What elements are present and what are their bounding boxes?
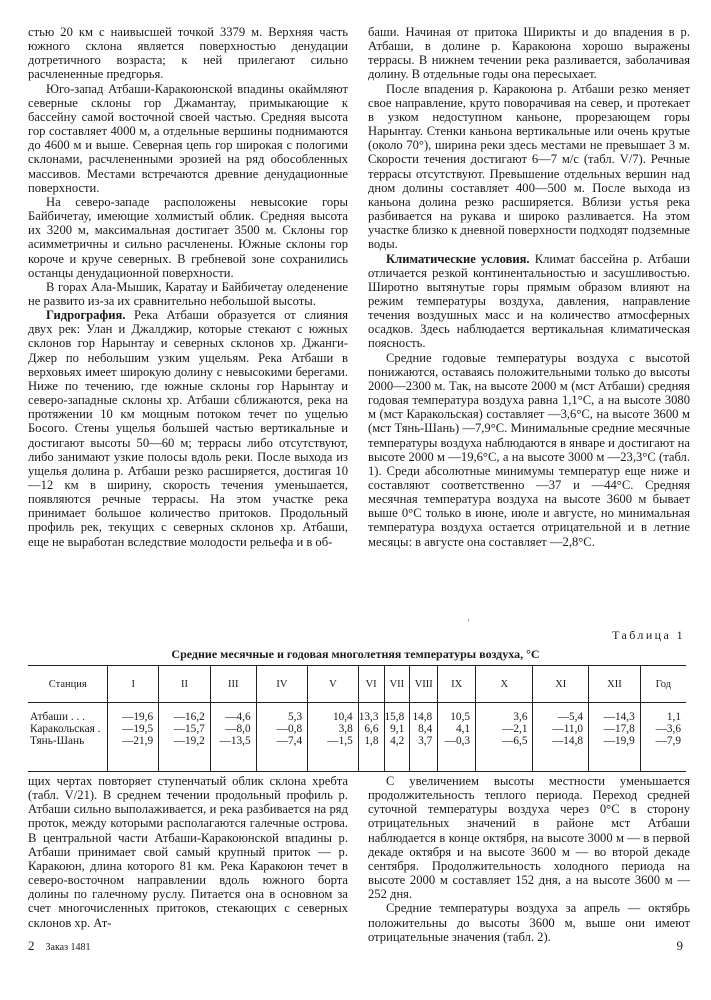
month-cell bbox=[358, 703, 384, 756]
value: —8,0 bbox=[225, 723, 251, 735]
value: 15,8 bbox=[384, 711, 405, 723]
column-header: IX bbox=[438, 666, 476, 703]
paragraph: баши. Начиная от притока Ширикты и до впадения в р. Атбаши, в долине р. Каракоюна хорошо выражены террасы. В нижнем течении река разливается, заболачивая долину. В отдельные годы она пересыхает. bbox=[368, 25, 690, 82]
value: —21,9 bbox=[122, 735, 154, 747]
value: 10,4 bbox=[332, 711, 353, 723]
text-column-2 bbox=[368, 25, 690, 549]
paragraph-text: Климат бассейна р. Атбаши отличается резкой континентальностью и засушливостью. Широтно вытянутые горы прямым образом влияют на режим температуры воздуха, давления, направление течения воздушных масс и на количество атмосферных осадков. Здесь наблюдается вертикальная климатическая поясность. bbox=[368, 251, 690, 351]
order-number: Заказ 1481 bbox=[45, 942, 91, 953]
year-cell bbox=[640, 703, 686, 756]
paragraph: Средние температуры воздуха за апрель — октябрь положительны до высоты 3600 м, выше они имеют отрицательные значения (табл. 2). bbox=[368, 901, 690, 944]
signature-number: 2 bbox=[28, 938, 35, 953]
paragraph: На северо-западе расположены невысокие горы Байбичетау, имеющие холмистый облик. Средняя высота их 3200 м, максимальная достигает 3500 м. Склоны гор асимметричны и сильно расчленены. Южные склоны гор короче и круче северных. В гребневой зоне сохранились останцы денудационной поверхности. bbox=[28, 194, 348, 280]
value: —0,3 bbox=[444, 735, 471, 747]
table-data-row bbox=[28, 703, 686, 756]
column-header: III bbox=[210, 666, 256, 703]
month-cell bbox=[210, 703, 256, 756]
value: —19,6 bbox=[122, 711, 154, 723]
paragraph: щих чертах повторяет ступенчатый облик склона хребта (табл. V/21). В среднем течении продольный профиль р. Атбаши сильно выполаживается, и река разбивается на ряд проток, между которыми располагаются галечные острова. В центральной части Атбаши-Каракоюнской впадины р. Атбаши принимает свой самый крупный приток — р. Каракоюн, длина которого 81 км. Река Каракоюн течет в северо-восточном направлении вдоль южного борта долины по галечному руслу. Питается она в основном за счет многочисленных притоков, стекающих с северных склонов хр. Ат- bbox=[28, 774, 348, 930]
station-name: Атбаши . . . bbox=[30, 711, 85, 723]
table-bottom-rule bbox=[28, 755, 686, 772]
table-title: Средние месячные и годовая многолетняя температуры воздуха, °С bbox=[171, 647, 540, 661]
paragraph: В горах Ала-Мышик, Каратау и Байбичетау оледенение не развито из-за их сравнительно небольшой высоты. bbox=[28, 279, 348, 308]
value: 5,3 bbox=[288, 711, 303, 723]
value: —19,2 bbox=[173, 735, 205, 747]
column-header: Год bbox=[640, 666, 686, 703]
column-header: V bbox=[308, 666, 359, 703]
value: —4,6 bbox=[225, 711, 251, 723]
value: —19,9 bbox=[603, 735, 635, 747]
text-column-3 bbox=[28, 774, 348, 930]
value: —15,7 bbox=[173, 723, 205, 735]
month-cell bbox=[533, 703, 589, 756]
section-heading: Климатические условия. bbox=[386, 251, 530, 266]
month-cell bbox=[438, 703, 476, 756]
value: 10,5 bbox=[450, 711, 471, 723]
temperature-table bbox=[28, 665, 686, 772]
column-header: Станция bbox=[28, 666, 108, 703]
column-header: II bbox=[159, 666, 211, 703]
value: —2,1 bbox=[502, 723, 528, 735]
month-cell bbox=[308, 703, 359, 756]
value: —0,8 bbox=[276, 723, 303, 735]
value: —16,2 bbox=[173, 711, 205, 723]
paragraph-hydrography bbox=[28, 308, 348, 549]
month-cell bbox=[384, 703, 410, 756]
value: —14,8 bbox=[551, 735, 584, 747]
column-header: VIII bbox=[410, 666, 438, 703]
column-header: VI bbox=[358, 666, 384, 703]
paragraph-climate bbox=[368, 252, 690, 351]
paragraph-text: Река Атбаши образуется от слияния двух рек: Улан и Джалджир, которые стекают с южных склонов гор Нарынтау и северных склонов хр. Джанги-Джер по небольшим узким ущельям. Река Атбаши в верховьях имеет широкую долину с невысокими берегами. Ниже по течению, где южные склоны гор Нарынтау и северо-западные склоны хр. Атбаши сближаются, река на протяжении 10 км мощным потоком течет по ущелью Босого. Стены ущелья большей частью вертикальные и достигают высоты 50—60 м; террасы либо отсутствуют, либо занимают узкие полосы вдоль реки. После выхода из ущелья долина р. Атбаши резко расширяется, достигая 10—12 км в ширину, скорость течения уменьшается, появляются речные террасы. На этом участке река принимает большое количество притоков. Продольный профиль рек, текущих с северных склонов хр. Атбаши, еще не выработан вследствие молодости рельефа и в об- bbox=[28, 308, 348, 549]
value: —14,3 bbox=[603, 711, 635, 723]
month-cell bbox=[589, 703, 641, 756]
station-name: Каракольская . bbox=[30, 723, 101, 735]
value: 4,2 bbox=[390, 735, 405, 747]
value: —7,9 bbox=[655, 735, 681, 747]
value: —1,5 bbox=[327, 735, 353, 747]
table-header-row bbox=[28, 666, 686, 703]
station-cell bbox=[28, 703, 108, 756]
month-cell bbox=[108, 703, 159, 756]
month-cell bbox=[159, 703, 211, 756]
page-number: 9 bbox=[676, 938, 683, 953]
text-column-4 bbox=[368, 774, 690, 944]
value: —7,4 bbox=[276, 735, 303, 747]
table-label: Таблица 1 bbox=[612, 628, 685, 642]
month-cell bbox=[476, 703, 533, 756]
value: 9,1 bbox=[390, 723, 405, 735]
column-header: I bbox=[108, 666, 159, 703]
paragraph: стью 20 км с наивысшей точкой 3379 м. Верхняя часть южного склона является поверхностью денудации дотретичного возраста; к ней прилегают сильно расчлененные предгорья. bbox=[28, 25, 348, 82]
value: 13,3 bbox=[358, 711, 379, 723]
value: —6,5 bbox=[502, 735, 528, 747]
paragraph: С увеличением высоты местности уменьшается продолжительность теплого периода. Переход средней суточной температуры воздуха через 0°С в сторону отрицательных значений в районе мст Атбаши наблюдается в конце октября, на высоте 3000 м — в первой декаде октября и на высоте 3600 м — во второй декаде сентября. Продолжительность холодного периода на высоте 2000 м составляет 152 дня, а на высоте 3600 м — 252 дня. bbox=[368, 774, 690, 902]
value: 4,1 bbox=[455, 723, 471, 735]
paragraph: Средние годовые температуры воздуха с высотой понижаются, оставаясь положительными только до высоты 2000—2300 м. Так, на высоте 2000 м (мст Атбаши) средняя годовая температура воздуха равна 1,1°С, а на высоте 3080 м (мст Каракольская) составляет —3,6°С, на высоте 3600 м (мст Тянь-Шань) —7,9°С. Минимальные средние месячные температуры воздуха наблюдаются в январе и достигают на высоте 2000 м —19,6°С, а на высоте 3000 м —23,3°С (табл. 1). Среди абсолютные минимумы температур еще ниже и составляют соответственно —37 и —44°С. Средняя месячная температура воздуха на высоте 3600 м бывает выше 0°С только в июне, июле и августе, но минимальная температура воздуха остается отрицательной и в летние месяцы: в августе она составляет —2,8°С. bbox=[368, 350, 690, 549]
value: 3,7 bbox=[418, 735, 433, 747]
column-header: XI bbox=[533, 666, 589, 703]
text-column-1 bbox=[28, 25, 348, 549]
value: —11,0 bbox=[552, 723, 584, 735]
value: 1,1 bbox=[666, 711, 681, 723]
value: 6,6 bbox=[364, 723, 379, 735]
paragraph: Юго-запад Атбаши-Каракоюнской впадины окаймляют северные склоны гор Джамантау, примыкающие к бассейну самой восточной своей частью. Средняя высота гор составляет 4000 м, а отдельные вершины поднимаются до 4600 м и выше. Северная цепь гор широкая с пологими склонами, расчлененными эрозией на ряд обособленных массивов. Местами встречаются древние денудационные поверхности. bbox=[28, 81, 348, 195]
value: —13,5 bbox=[219, 735, 251, 747]
column-header: IV bbox=[256, 666, 308, 703]
value: —19,5 bbox=[122, 723, 154, 735]
column-header: X bbox=[476, 666, 533, 703]
value: 14,8 bbox=[412, 711, 433, 723]
station-name: Тянь-Шань bbox=[30, 735, 85, 747]
printer-footer bbox=[28, 938, 91, 954]
value: 3,8 bbox=[338, 723, 353, 735]
section-heading: Гидрография. bbox=[46, 308, 126, 323]
month-cell bbox=[410, 703, 438, 756]
column-header: XII bbox=[589, 666, 641, 703]
paragraph: После впадения р. Каракоюна р. Атбаши резко меняет свое направление, круто поворачивая на север, и протекает в узком недоступном каньоне, прорезающем горы Нарынтау. Стенки каньона вертикальные или очень крутые (около 70°), ширина реки здесь местами не превышает 3 м. Скорости течения достигают 6—7 м/с (табл. V/7). Речные террасы отсутствуют. Превышение отдельных вершин над дном долины составляет 400—500 м. После выхода из каньона долина резко расширяется. Вблизи устья река разбивается на рукава и широко разливается. На этом участке близко к дневной поверхности подходят подземные воды. bbox=[368, 81, 690, 252]
value: —3,6 bbox=[655, 723, 681, 735]
value: —17,8 bbox=[603, 723, 635, 735]
month-cell bbox=[256, 703, 308, 756]
value: 3,6 bbox=[513, 711, 528, 723]
value: —5,4 bbox=[557, 711, 584, 723]
scan-mark: ' bbox=[468, 618, 470, 628]
value: 8,4 bbox=[418, 723, 433, 735]
value: 1,8 bbox=[364, 735, 379, 747]
column-header: VII bbox=[384, 666, 410, 703]
